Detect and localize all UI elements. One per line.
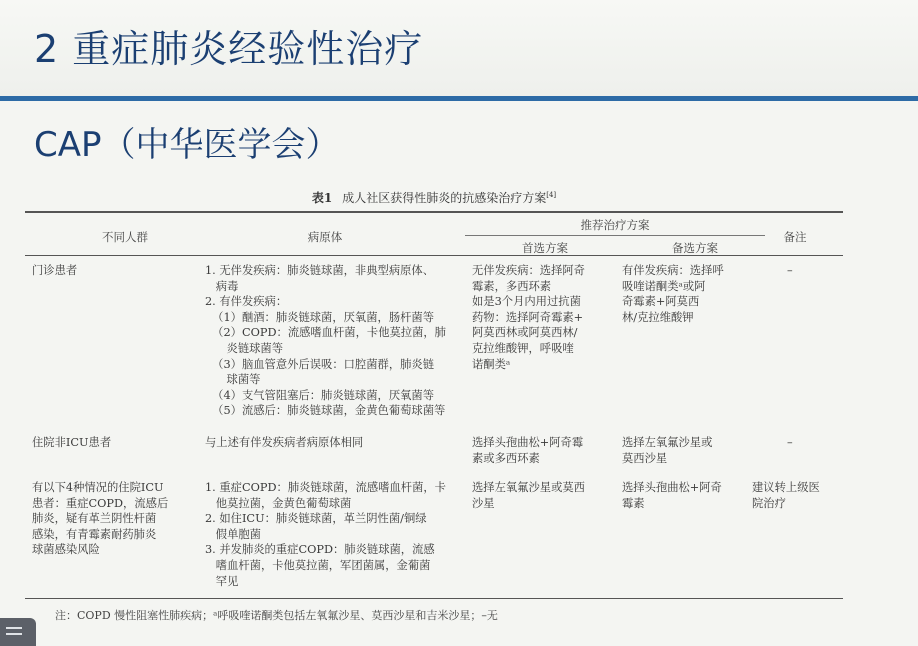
- menu-icon: [6, 627, 22, 629]
- preferred-line: 无伴发疾病：选择阿奇: [472, 264, 585, 277]
- pathogen-line: 1. 无伴发疾病：肺炎链球菌，非典型病原体、: [205, 264, 435, 277]
- header-population: 不同人群: [102, 230, 148, 244]
- remark-line: –: [787, 436, 793, 449]
- population-line: 有以下4种情况的住院ICU: [32, 481, 164, 494]
- header-regimen: 推荐治疗方案: [580, 218, 650, 232]
- row2-remark: [787, 435, 793, 451]
- alternative-line: 奇霉素+阿莫西: [622, 295, 700, 309]
- row1-remark: [787, 263, 793, 279]
- preferred-line: 克拉维酸钾，呼吸喹: [472, 341, 574, 355]
- pathogen-line: 病毒: [205, 279, 239, 293]
- population-line: 门诊患者: [32, 264, 78, 277]
- population-line: 住院非ICU患者: [32, 436, 112, 449]
- row3-alternative: [622, 480, 722, 511]
- table-caption: [25, 189, 843, 206]
- caption-label: 表1: [311, 191, 333, 205]
- row3-population: [32, 480, 168, 558]
- remark-line: 院治疗: [752, 496, 786, 510]
- pathogen-line: 与上述有伴发疾病者病原体相同: [205, 436, 364, 449]
- population-line: 球菌感染风险: [32, 543, 100, 557]
- header-alternative: 备选方案: [672, 241, 718, 255]
- preferred-line: 霉素，多西环素: [472, 279, 552, 293]
- alternative-line: 有伴发疾病：选择呼: [622, 264, 724, 277]
- table-bottom-rule: [25, 598, 843, 599]
- slide-subtitle: CAP（中华医学会）: [34, 125, 340, 165]
- row1-preferred: [472, 263, 585, 372]
- population-line: 肺炎，疑有革兰阴性杆菌: [32, 512, 157, 526]
- pathogen-line: （3）脑血管意外后误吸：口腔菌群，肺炎链: [205, 357, 435, 371]
- pathogen-line: 3. 并发肺炎的重症COPD：肺炎链球菌，流感: [205, 543, 435, 557]
- alternative-line: 霉素: [622, 496, 645, 510]
- alternative-line: 莫西沙星: [622, 451, 668, 465]
- header-pathogen: 病原体: [307, 230, 343, 244]
- header-preferred: 首选方案: [522, 241, 568, 255]
- menu-button[interactable]: [0, 618, 36, 646]
- treatment-table: [25, 183, 843, 633]
- header-remark: 备注: [783, 230, 807, 244]
- table-top-rule: [25, 211, 843, 213]
- table-footnote: 注：COPD 慢性阻塞性肺疾病；ᵃ呼吸喹诺酮类包括左氧氟沙星、莫西沙星和吉米沙星；–无: [55, 609, 498, 622]
- remark-line: –: [787, 264, 793, 277]
- pathogen-line: 炎链球菌等: [205, 341, 284, 355]
- population-line: 患者：重症COPD，流感后: [32, 496, 169, 510]
- pathogen-line: （5）流感后：肺炎链球菌，金黄色葡萄球菌等: [205, 404, 446, 418]
- alternative-line: 吸喹诺酮类ᵃ或阿: [622, 279, 706, 293]
- slide-title: 2 重症肺炎经验性治疗: [34, 27, 424, 71]
- alternative-line: 选择头孢曲松+阿奇: [622, 481, 722, 494]
- pathogen-line: 他莫拉菌，金黄色葡萄球菌: [205, 496, 352, 510]
- row2-pathogen: [205, 435, 363, 451]
- pathogen-line: （4）支气管阻塞后：肺炎链球菌，厌氧菌等: [205, 388, 435, 402]
- caption-text: 成人社区获得性肺炎的抗感染治疗方案: [342, 191, 547, 205]
- preferred-line: 诺酮类ᵃ: [472, 357, 511, 371]
- pathogen-line: 嗜血杆菌，卡他莫拉菌，军团菌属，金葡菌: [205, 558, 431, 572]
- header-sub-rule: [465, 235, 765, 236]
- preferred-line: 药物：选择阿奇霉素+: [472, 310, 584, 324]
- pathogen-line: 2. 如住ICU：肺炎链球菌，革兰阴性菌/铜绿: [205, 512, 427, 526]
- preferred-line: 素或多西环素: [472, 451, 540, 465]
- preferred-line: 如是3个月内用过抗菌: [472, 295, 581, 309]
- caption-ref: [4]: [546, 191, 557, 199]
- pathogen-line: （1）酗酒：肺炎链球菌，厌氧菌，肠杆菌等: [205, 310, 435, 324]
- preferred-line: 阿莫西林或阿莫西林/: [472, 326, 578, 340]
- row2-population: [32, 435, 111, 451]
- row2-preferred: [472, 435, 583, 466]
- preferred-line: 沙星: [472, 496, 495, 510]
- population-line: 感染，有青霉素耐药肺炎: [32, 527, 157, 541]
- pathogen-line: （2）COPD：流感嗜血杆菌，卡他莫拉菌，肺: [205, 326, 446, 340]
- row3-preferred: [472, 480, 585, 511]
- alternative-line: 选择左氧氟沙星或: [622, 436, 713, 449]
- preferred-line: 选择左氧氟沙星或莫西: [472, 481, 585, 494]
- pathogen-line: 罕见: [205, 574, 239, 588]
- row3-pathogen: [205, 480, 446, 589]
- row1-pathogen: [205, 263, 446, 419]
- pathogen-line: 假单胞菌: [205, 527, 261, 541]
- row1-population: [32, 263, 77, 279]
- title-divider: [0, 96, 918, 101]
- pathogen-line: 1. 重症COPD：肺炎链球菌，流感嗜血杆菌，卡: [205, 481, 446, 494]
- row1-alternative: [622, 263, 724, 325]
- pathogen-line: 2. 有伴发疾病：: [205, 295, 288, 309]
- row3-remark: [752, 480, 820, 511]
- pathogen-line: 球菌等: [205, 373, 261, 387]
- row2-alternative: [622, 435, 712, 466]
- alternative-line: 林/克拉维酸钾: [622, 310, 694, 324]
- remark-line: 建议转上级医: [752, 481, 820, 494]
- preferred-line: 选择头孢曲松+阿奇霉: [472, 436, 584, 449]
